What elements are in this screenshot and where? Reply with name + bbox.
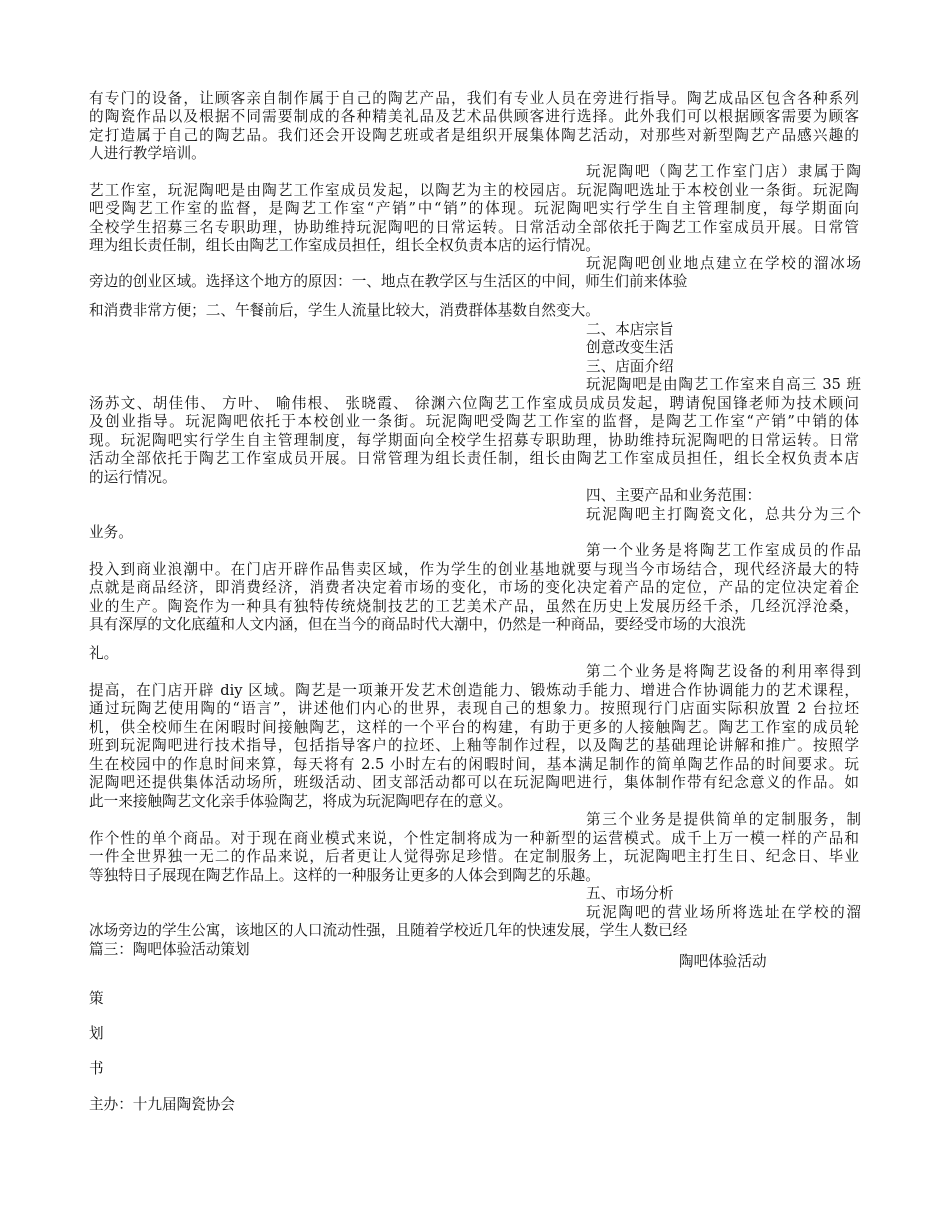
- paragraph-line: 定打造属于自己的陶艺品。我们还会开设陶艺班或者是组织开展集体陶艺活动，对那些对新型陶艺产品感兴趣的: [89, 127, 859, 144]
- paragraph-line: 的陶瓷作品以及根据不同需要制成的各种精美礼品及艺术品供顾客进行选择。此外我们可以根据顾客需要为顾客: [89, 108, 859, 125]
- paragraph-line: 业的生产。陶瓷作为一种具有独特传统烧制技艺的工艺美术产品，虽然在历史上发展历经千杀，几经沉浮沧桑，: [89, 598, 859, 615]
- paragraph-line: 旁边的创业区域。选择这个地方的原因：一、地点在教学区与生活区的中间，师生们前来体验: [89, 273, 688, 290]
- paragraph-line: 现。玩泥陶吧实行学生自主管理制度，每学期面向全校学生招募专职助理，协助维持玩泥陶吧的日常运转。日常: [89, 432, 859, 449]
- paragraph-line: 生在校园中的作息时间来算，每天将有 2.5 小时左右的闲暇时间，基本满足制作的简单陶艺作品的时间要求。玩: [89, 756, 859, 773]
- paragraph-line: 活动全部依托于陶艺工作室成员开展。日常管理为组长责任制，组长由陶艺工作室成员担任，组长全权负责本店: [89, 450, 859, 467]
- paragraph-line: 有专门的设备，让顾客亲自制作属于自己的陶艺产品，我们有专业人员在旁进行指导。陶艺成品区包含各种系列: [89, 90, 859, 107]
- paragraph-line: 投入到商业浪潮中。在门店开辟作品售卖区域，作为学生的创业基地就要与现当今市场结合，现代经济最大的特: [89, 561, 859, 578]
- paragraph-indented-line: 玩泥陶吧主打陶瓷文化，总共分为三个: [586, 506, 861, 523]
- paragraph-line: 和消费非常方便；二、午餐前后，学生人流量比较大，消费群体基数自然变大。: [89, 302, 600, 319]
- cover-organizer: 主办：十九届陶瓷协会: [89, 1096, 235, 1113]
- paragraph-line: 业务。: [89, 524, 133, 541]
- paragraph-line: 人进行教学培训。: [89, 145, 206, 162]
- paragraph-line: 冰场旁边的学生公寓，该地区的人口流动性强，且随着学校近几年的快速发展，学生人数已经: [89, 922, 688, 939]
- paragraph-indented-line: 三、店面介绍: [586, 358, 674, 375]
- paragraph-indented-line: 第三个业务是提供简单的定制服务，制: [586, 811, 861, 828]
- paragraph-line: 全校学生招募三名专职助理，协助维持玩泥陶吧的日常运转。日常活动全部依托于陶艺工作室成员开展。日常管: [89, 219, 859, 236]
- paragraph-line: 机，供全校师生在闲暇时间接触陶艺，这样的一个平台的构建，有助于更多的人接触陶艺。陶艺工作室的成员轮: [89, 719, 859, 736]
- paragraph-indented-line: 第二个业务是将陶艺设备的利用率得到: [586, 663, 861, 680]
- paragraph-line: 作个性的单个商品。对于现在商业模式来说，个性定制将成为一种新型的运营模式。成千上万一模一样的产品和: [89, 830, 859, 847]
- paragraph-indented-line: 玩泥陶吧的营业场所将选址在学校的溜: [586, 904, 861, 921]
- paragraph-line: 提高，在门店开辟 diy 区域。陶艺是一项兼开发艺术创造能力、锻炼动手能力、增进合作协调能力的艺术课程，: [89, 682, 859, 699]
- paragraph-indented-line: 二、本店宗旨: [586, 321, 674, 338]
- paragraph-line: 艺工作室，玩泥陶吧是由陶艺工作室成员发起，以陶艺为主的校园店。玩泥陶吧选址于本校创业一条街。玩泥陶: [89, 182, 859, 199]
- paragraph-line: 礼。: [89, 645, 119, 662]
- paragraph-indented-line: 第一个业务是将陶艺工作室成员的作品: [586, 542, 861, 559]
- cover-title: 陶吧体验活动: [679, 953, 767, 970]
- paragraph-line: 等独特日子展现在陶艺作品上。这样的一种服务让更多的人体会到陶艺的乐趣。: [89, 867, 600, 884]
- paragraph-line: 理为组长责任制，组长由陶艺工作室成员担任，组长全权负责本店的运行情况。: [89, 237, 600, 254]
- cover-vertical-char: 策: [89, 990, 104, 1007]
- paragraph-indented-line: 四、主要产品和业务范围：: [586, 487, 762, 504]
- paragraph-line: 及创业指导。玩泥陶吧依托于本校创业一条街。玩泥陶吧受陶艺工作室的监督，是陶艺工作室“产销”中销的体: [89, 413, 859, 430]
- cover-vertical-char: 划: [89, 1025, 104, 1042]
- paragraph-indented-line: 玩泥陶吧是由陶艺工作室来自高三 35 班: [586, 376, 861, 393]
- paragraph-line: 此一来接触陶艺文化亲手体验陶艺，将成为玩泥陶吧存在的意义。: [89, 793, 513, 810]
- paragraph-line: 汤苏文、胡佳伟、 方叶、 喻伟根、 张晓霞、 徐渊六位陶艺工作室成员成员发起，聘请倪国锋老师为技术顾问: [89, 395, 859, 412]
- paragraph-line: 一件全世界独一无二的作品来说，后者更让人觉得弥足珍惜。在定制服务上，玩泥陶吧主打生日、纪念日、毕业: [89, 848, 859, 865]
- paragraph-line: 点就是商品经济，即消费经济，消费者决定着市场的变化，市场的变化决定着产品的定位，产品的定位决定着企: [89, 579, 859, 596]
- paragraph-indented-line: 创意改变生活: [586, 339, 674, 356]
- paragraph-indented-line: 玩泥陶吧（陶艺工作室门店）隶属于陶: [586, 163, 861, 180]
- paragraph-indented-line: 玩泥陶吧创业地点建立在学校的溜冰场: [586, 255, 861, 272]
- paragraph-line: 篇三：陶吧体验活动策划: [89, 941, 250, 958]
- paragraph-indented-line: 五、市场分析: [586, 885, 674, 902]
- paragraph-line: 通过玩陶艺使用陶的“语言”，讲述他们内心的世界，表现自己的想象力。按照现行门店面实际积放置 2 台拉坯: [89, 700, 859, 717]
- paragraph-line: 具有深厚的文化底蕴和人文内涵，但在当今的商品时代大潮中，仍然是一种商品，要经受市场的大浪洗: [89, 616, 746, 633]
- paragraph-line: 泥陶吧还提供集体活动场所，班级活动、团支部活动都可以在玩泥陶吧进行，集体制作带有纪念意义的作品。如: [89, 774, 859, 791]
- paragraph-line: 的运行情况。: [89, 469, 177, 486]
- paragraph-line: 班到玩泥陶吧进行技术指导，包括指导客户的拉坯、上釉等制作过程，以及陶艺的基础理论讲解和推广。按照学: [89, 737, 859, 754]
- cover-vertical-char: 书: [89, 1060, 104, 1077]
- paragraph-line: 吧受陶艺工作室的监督，是陶艺工作室“产销”中“销”的体现。玩泥陶吧实行学生自主管理制度，每学期面向: [89, 200, 859, 217]
